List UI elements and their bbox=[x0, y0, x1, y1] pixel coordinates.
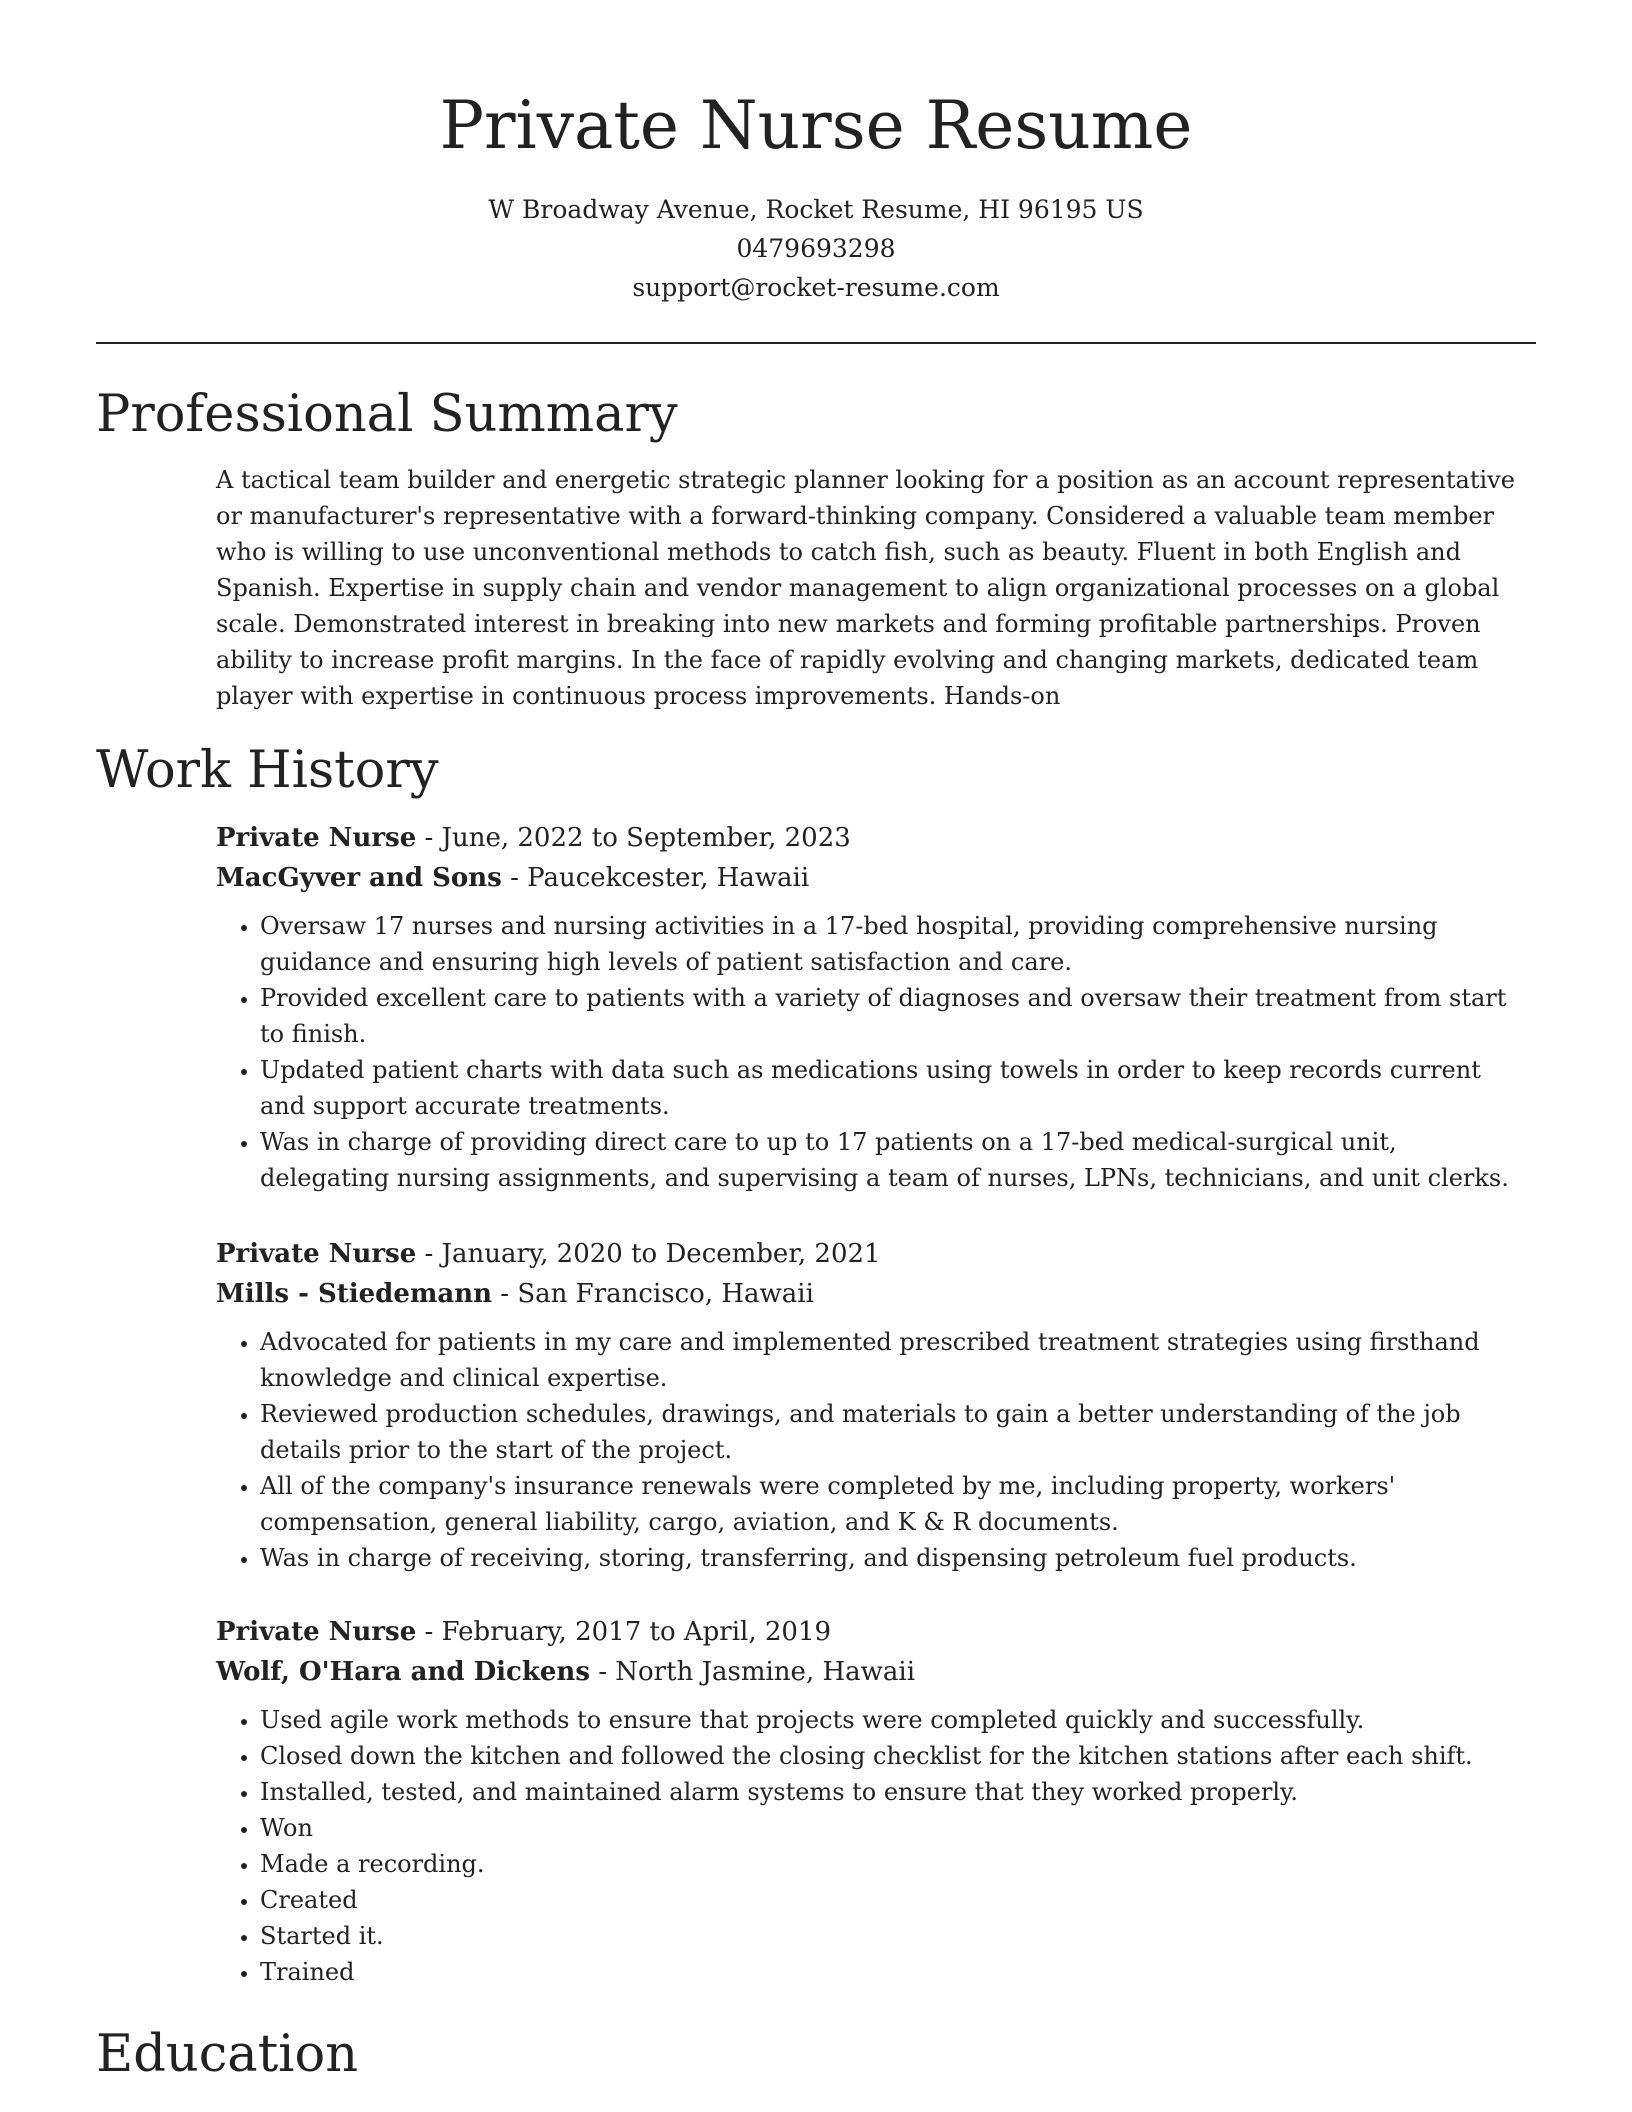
email-text: support@rocket-resume.com bbox=[632, 273, 1000, 302]
summary-text: A tactical team builder and energetic strategic planner looking for a position as an account representative or manufacturer's representative with a forward-thinking company. Considered a valuable team member who is willing to use unconventional methods to catch fish, such as beauty. Fluent in both English and Spanish. Expertise in supply chain and vendor management to align organizational processes on a global scale. Demonstrated interest in breaking into new markets and forming profitable partnerships. Proven ability to increase profit margins. In the face of rapidly evolving and changing markets, dedicated team player with expertise in continuous process improvements. Hands-on bbox=[216, 466, 1515, 710]
job-company-line bbox=[216, 1274, 1526, 1314]
job-title: Private Nurse bbox=[216, 823, 417, 853]
job-company-line bbox=[216, 1652, 1526, 1692]
job-title: Private Nurse bbox=[216, 1617, 417, 1647]
job-bullet: • Oversaw 17 nurses and nursing activities in a 17-bed hospital, providing comprehensive nursing guidance and ensuring high levels of patient satisfaction and care. bbox=[260, 908, 1526, 980]
job-bullet: • Provided excellent care to patients with a variety of diagnoses and oversaw their treatment from start to finish. bbox=[260, 980, 1526, 1052]
job-dates: - February, 2017 to April, 2019 bbox=[416, 1617, 832, 1647]
header-divider bbox=[96, 342, 1536, 344]
job-bullets bbox=[216, 1702, 1526, 1990]
job-location: - San Francisco, Hawaii bbox=[492, 1279, 814, 1309]
job-location: - North Jasmine, Hawaii bbox=[589, 1657, 916, 1687]
job-company: MacGyver and Sons bbox=[216, 863, 502, 893]
job-title-line bbox=[216, 1612, 1526, 1652]
job-bullet: • Closed down the kitchen and followed the closing checklist for the kitchen stations after each shift. bbox=[260, 1738, 1526, 1774]
job-bullet: • Reviewed production schedules, drawings, and materials to gain a better understanding of the job details prior to the start of the project. bbox=[260, 1396, 1526, 1468]
resume-title: Private Nurse Resume bbox=[439, 87, 1193, 164]
job-dates: - January, 2020 to December, 2021 bbox=[416, 1239, 881, 1269]
job-entry bbox=[216, 818, 1526, 1196]
job-location: - Paucekcester, Hawaii bbox=[501, 863, 810, 893]
job-bullets bbox=[216, 908, 1526, 1196]
job-title-line bbox=[216, 818, 1526, 858]
job-bullet: • Won bbox=[260, 1810, 1526, 1846]
job-company: Wolf, O'Hara and Dickens bbox=[216, 1657, 590, 1687]
job-bullets bbox=[216, 1324, 1526, 1576]
job-bullet: • All of the company's insurance renewals were completed by me, including property, workers' compensation, general liability, cargo, aviation, and K & R documents. bbox=[260, 1468, 1526, 1540]
job-entry bbox=[216, 1612, 1526, 1990]
job-bullet: • Installed, tested, and maintained alarm systems to ensure that they worked properly. bbox=[260, 1774, 1526, 1810]
job-bullet: • Was in charge of receiving, storing, transferring, and dispensing petroleum fuel products. bbox=[260, 1540, 1526, 1576]
job-bullet: • Was in charge of providing direct care to up to 17 patients on a 17-bed medical-surgical unit, delegating nursing assignments, and supervising a team of nurses, LPNs, technicians, and unit clerks. bbox=[260, 1124, 1526, 1196]
contact-block bbox=[0, 190, 1632, 307]
summary-heading: Professional Summary bbox=[96, 385, 678, 444]
job-company-line bbox=[216, 858, 1526, 898]
job-bullet: • Made a recording. bbox=[260, 1846, 1526, 1882]
address-text: W Broadway Avenue, Rocket Resume, HI 96195 US bbox=[488, 195, 1144, 224]
job-title-line bbox=[216, 1234, 1526, 1274]
job-bullet: • Advocated for patients in my care and implemented prescribed treatment strategies using firsthand knowledge and clinical expertise. bbox=[260, 1324, 1526, 1396]
job-bullet: • Trained bbox=[260, 1954, 1526, 1990]
education-heading: Education bbox=[96, 2025, 359, 2084]
job-bullet: • Updated patient charts with data such as medications using towels in order to keep records current and support accurate treatments. bbox=[260, 1052, 1526, 1124]
job-bullet: • Started it. bbox=[260, 1918, 1526, 1954]
work-history-heading: Work History bbox=[96, 741, 439, 800]
job-entry bbox=[216, 1234, 1526, 1576]
phone-text: 0479693298 bbox=[736, 234, 896, 263]
job-bullet: • Used agile work methods to ensure that projects were completed quickly and successfully. bbox=[260, 1702, 1526, 1738]
job-company: Mills - Stiedemann bbox=[216, 1279, 493, 1309]
job-dates: - June, 2022 to September, 2023 bbox=[416, 823, 851, 853]
job-bullet: • Created bbox=[260, 1882, 1526, 1918]
job-title: Private Nurse bbox=[216, 1239, 417, 1269]
